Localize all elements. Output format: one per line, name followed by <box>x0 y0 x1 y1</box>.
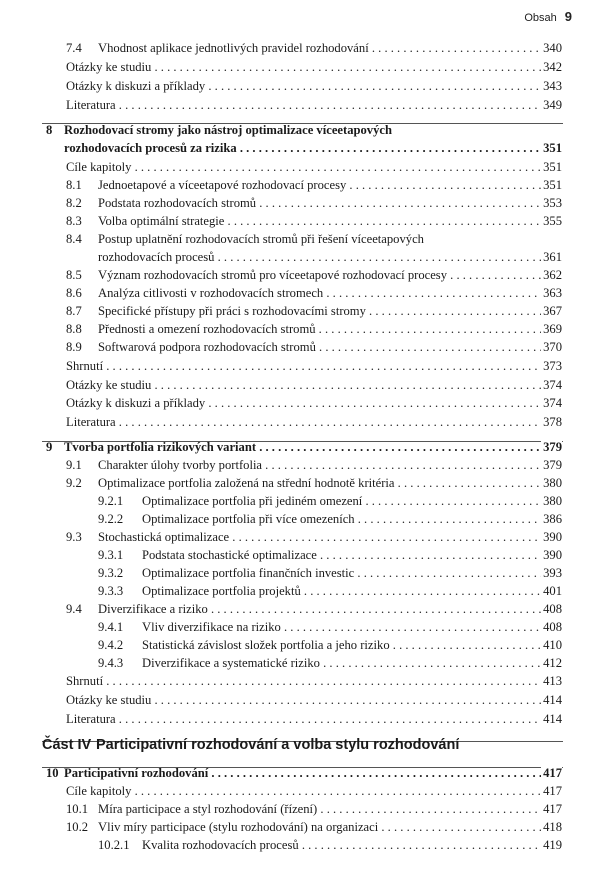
toc-entry-title: Podstata rozhodovacích stromů . . . <box>98 193 562 213</box>
toc-entry <box>0 412 600 432</box>
toc-entry <box>0 437 600 457</box>
toc-entry-title: Shrnutí . . . <box>66 671 562 691</box>
toc-entry-title: Kvalita rozhodovacích procesů . . . <box>142 835 562 855</box>
toc-entry <box>0 375 600 395</box>
toc-entry-page: 342 <box>541 57 562 77</box>
toc-entry-page: 340 <box>541 38 562 58</box>
toc-entry-number: 9.1 <box>66 458 82 472</box>
toc-entry <box>0 175 600 195</box>
toc-entry-title: Diverzifikace a systematické riziko . . . <box>142 653 562 673</box>
toc-entry-page: 408 <box>541 599 562 619</box>
toc-entry-title: Optimalizace portfolia založená na střední hodnotě kritéria . . . <box>98 473 562 493</box>
toc-entry-title: Otázky k diskuzi a příklady . . . <box>66 76 562 96</box>
toc-entry <box>0 229 600 249</box>
toc-entry <box>0 393 600 413</box>
toc-entry-number: 9 <box>46 440 53 454</box>
toc-entry <box>0 301 600 321</box>
toc-entry <box>0 817 600 837</box>
toc-entry-page: 367 <box>541 301 562 321</box>
toc-entry-page: 379 <box>541 437 562 457</box>
toc-entry-title: Vliv míry participace (stylu rozhodování) na organizaci . . . <box>98 817 562 837</box>
toc-entry <box>0 527 600 547</box>
toc-entry-page: 361 <box>541 247 562 267</box>
toc-entry-page: 380 <box>541 491 562 511</box>
toc-entry <box>0 157 600 177</box>
toc-entry-page: 417 <box>541 781 562 801</box>
toc-entry-page: 380 <box>541 473 562 493</box>
toc-entry <box>0 781 600 801</box>
toc-entry <box>0 76 600 96</box>
toc-entry-title: Analýza citlivosti v rozhodovacích stromech . . . <box>98 283 562 303</box>
toc-entry-title: Participativní rozhodování a volba stylu rozhodování <box>96 737 460 753</box>
toc-entry-number: 9.2.2 <box>98 512 124 526</box>
toc-entry-title: Míra participace a styl rozhodování (řízení) . . . <box>98 799 562 819</box>
toc-entry-title: Otázky k diskuzi a příklady . . . <box>66 393 562 413</box>
toc-entry-title: Charakter úlohy tvorby portfolia . . . <box>98 455 562 475</box>
toc-entry-page: 417 <box>541 799 562 819</box>
toc-entry-page: 373 <box>541 356 562 376</box>
toc-entry-page: 351 <box>541 157 562 177</box>
toc-entry-title: Otázky ke studiu . . . <box>66 690 562 710</box>
toc-entry-number: 8.7 <box>66 304 82 318</box>
toc-entry <box>0 617 600 637</box>
toc-entry <box>0 799 600 819</box>
toc-entry-page: 374 <box>541 393 562 413</box>
toc-entry-number: 10.1 <box>66 802 89 816</box>
toc-entry-title: Diverzifikace a riziko . . . <box>98 599 562 619</box>
toc-entry <box>0 455 600 475</box>
toc-entry <box>0 763 600 783</box>
toc-entry <box>0 635 600 655</box>
toc-entry <box>0 491 600 511</box>
toc-entry-title: Otázky ke studiu . . . <box>66 375 562 395</box>
toc-entry <box>0 38 600 58</box>
toc-entry-number: 9.4.2 <box>98 638 124 652</box>
toc-entry-number: 9.4.1 <box>98 620 124 634</box>
toc-entry-number: 10.2 <box>66 820 89 834</box>
toc-entry <box>0 545 600 565</box>
toc-entry-number: 8.2 <box>66 196 82 210</box>
toc-entry-page: 412 <box>541 653 562 673</box>
toc-entry-page: 410 <box>541 635 562 655</box>
toc-entry <box>0 193 600 213</box>
toc-entry-title: Optimalizace portfolia finančních investic . . . <box>142 563 562 583</box>
toc-entry <box>0 835 600 855</box>
toc-entry <box>0 734 600 756</box>
toc-entry-number: 9.2 <box>66 476 82 490</box>
toc-entry <box>0 563 600 583</box>
toc-entry-page: 393 <box>541 563 562 583</box>
toc-entry <box>0 473 600 493</box>
toc-entry-page: 414 <box>541 690 562 710</box>
toc-entry-title: Cíle kapitoly . . . <box>66 157 562 177</box>
toc-entry-number: 9.2.1 <box>98 494 124 508</box>
toc-entry-page: 362 <box>541 265 562 285</box>
toc-entry <box>0 671 600 691</box>
toc-entry-title: Specifické přístupy při práci s rozhodovacími stromy . . . <box>98 301 562 321</box>
toc-entry-page: 369 <box>541 319 562 339</box>
toc-entry-number: 9.3.3 <box>98 584 124 598</box>
toc-entry-page: 351 <box>541 175 562 195</box>
toc-entry-title: Postup uplatnění rozhodovacích stromů při řešení víceetapových <box>98 232 424 246</box>
toc-entry-title: Participativní rozhodování . . . <box>64 763 562 783</box>
toc-entry-number: 8.6 <box>66 286 82 300</box>
toc-entry-number: 10.2.1 <box>98 838 130 852</box>
toc-entry-title: Softwarová podpora rozhodovacích stromů . . . <box>98 337 562 357</box>
toc-entry <box>0 709 600 729</box>
header-label: Obsah <box>524 12 557 24</box>
toc-entry-page: 390 <box>541 545 562 565</box>
toc-entry-page: 401 <box>541 581 562 601</box>
toc-entry <box>0 211 600 231</box>
toc-entry-page: 386 <box>541 509 562 529</box>
toc-entry-title: Optimalizace portfolia projektů . . . <box>142 581 562 601</box>
toc-entry-title: Tvorba portfolia rizikových variant . . . <box>64 437 562 457</box>
toc-entry-page: 378 <box>541 412 562 432</box>
toc-entry-number: 8.3 <box>66 214 82 228</box>
toc-entry-title: Rozhodovací stromy jako nástroj optimalizace víceetapových <box>64 123 392 137</box>
toc-entry <box>0 653 600 673</box>
toc-entry-title: Volba optimální strategie . . . <box>98 211 562 231</box>
toc-entry-page: 363 <box>541 283 562 303</box>
toc-entry-title: Optimalizace portfolia při více omezeních . . . <box>142 509 562 529</box>
toc-entry <box>0 138 600 158</box>
toc-entry-title: Cíle kapitoly . . . <box>66 781 562 801</box>
toc-entry <box>0 581 600 601</box>
toc-entry-number: 8 <box>46 123 53 137</box>
toc-entry-page: 355 <box>541 211 562 231</box>
toc-entry-title: Jednoetapové a víceetapové rozhodovací procesy . . . <box>98 175 562 195</box>
toc-entry-page: 370 <box>541 337 562 357</box>
toc-entry-number: 8.4 <box>66 232 82 246</box>
toc-entry-title: Optimalizace portfolia při jediném omezení . . . <box>142 491 562 511</box>
toc-entry-page: 414 <box>541 709 562 729</box>
toc-entry-number: 8.1 <box>66 178 82 192</box>
toc-entry <box>0 247 600 267</box>
toc-entry-title: rozhodovacích procesů za rizika . . . <box>64 138 562 158</box>
toc-entry-page: 413 <box>541 671 562 691</box>
toc-entry-title: Vliv diverzifikace na riziko . . . <box>142 617 562 637</box>
toc-entry-number: Část IV <box>42 737 92 753</box>
toc-entry-page: 379 <box>541 455 562 475</box>
toc-entry <box>0 337 600 357</box>
toc-entry-number: 10 <box>46 766 59 780</box>
toc-entry-number: 8.8 <box>66 322 82 336</box>
toc-entry-number: 9.4 <box>66 602 82 616</box>
toc-entry-title: Otázky ke studiu . . . <box>66 57 562 77</box>
toc-entry-title: Stochastická optimalizace . . . <box>98 527 562 547</box>
toc-entry-number: 9.3 <box>66 530 82 544</box>
toc-entry-title: Význam rozhodovacích stromů pro víceetapové rozhodovací procesy . . . <box>98 265 562 285</box>
toc-entry-number: 9.3.2 <box>98 566 124 580</box>
toc-entry-title: rozhodovacích procesů . . . <box>98 247 562 267</box>
toc-entry-number: 7.4 <box>66 41 82 55</box>
toc-entry-title: Literatura . . . <box>66 709 562 729</box>
toc-entry <box>0 319 600 339</box>
toc-entry-number: 8.5 <box>66 268 82 282</box>
toc-entry-page: 417 <box>541 763 562 783</box>
toc-entry-page: 418 <box>541 817 562 837</box>
toc-entry-page: 374 <box>541 375 562 395</box>
toc-entry <box>0 95 600 115</box>
toc-entry-number: 8.9 <box>66 340 82 354</box>
toc-entry-title: Přednosti a omezení rozhodovacích stromů . . . <box>98 319 562 339</box>
toc-entry-page: 343 <box>541 76 562 96</box>
toc-entry <box>0 690 600 710</box>
toc-entry-page: 408 <box>541 617 562 637</box>
toc-entry <box>0 599 600 619</box>
toc-entry-title: Statistická závislost složek portfolia a jeho riziko . . . <box>142 635 562 655</box>
toc-entry-title: Literatura . . . <box>66 412 562 432</box>
toc-entry <box>0 509 600 529</box>
toc-entry-number: 9.4.3 <box>98 656 124 670</box>
toc-entry-title: Vhodnost aplikace jednotlivých pravidel rozhodování . . . <box>98 38 562 58</box>
toc-entry-title: Shrnutí . . . <box>66 356 562 376</box>
toc-entry-title: Literatura . . . <box>66 95 562 115</box>
header-page-number: 9 <box>564 9 572 24</box>
toc-entry-number: 9.3.1 <box>98 548 124 562</box>
toc-entry <box>0 57 600 77</box>
toc-entry-title: Podstata stochastické optimalizace . . . <box>142 545 562 565</box>
toc-entry-page: 419 <box>541 835 562 855</box>
toc-entry <box>0 120 600 140</box>
toc-entry-page: 390 <box>541 527 562 547</box>
toc-entry <box>0 265 600 285</box>
toc-entry-page: 351 <box>541 138 562 158</box>
toc-entry <box>0 283 600 303</box>
toc-entry <box>0 356 600 376</box>
toc-entry-page: 349 <box>541 95 562 115</box>
toc-entry-page: 353 <box>541 193 562 213</box>
